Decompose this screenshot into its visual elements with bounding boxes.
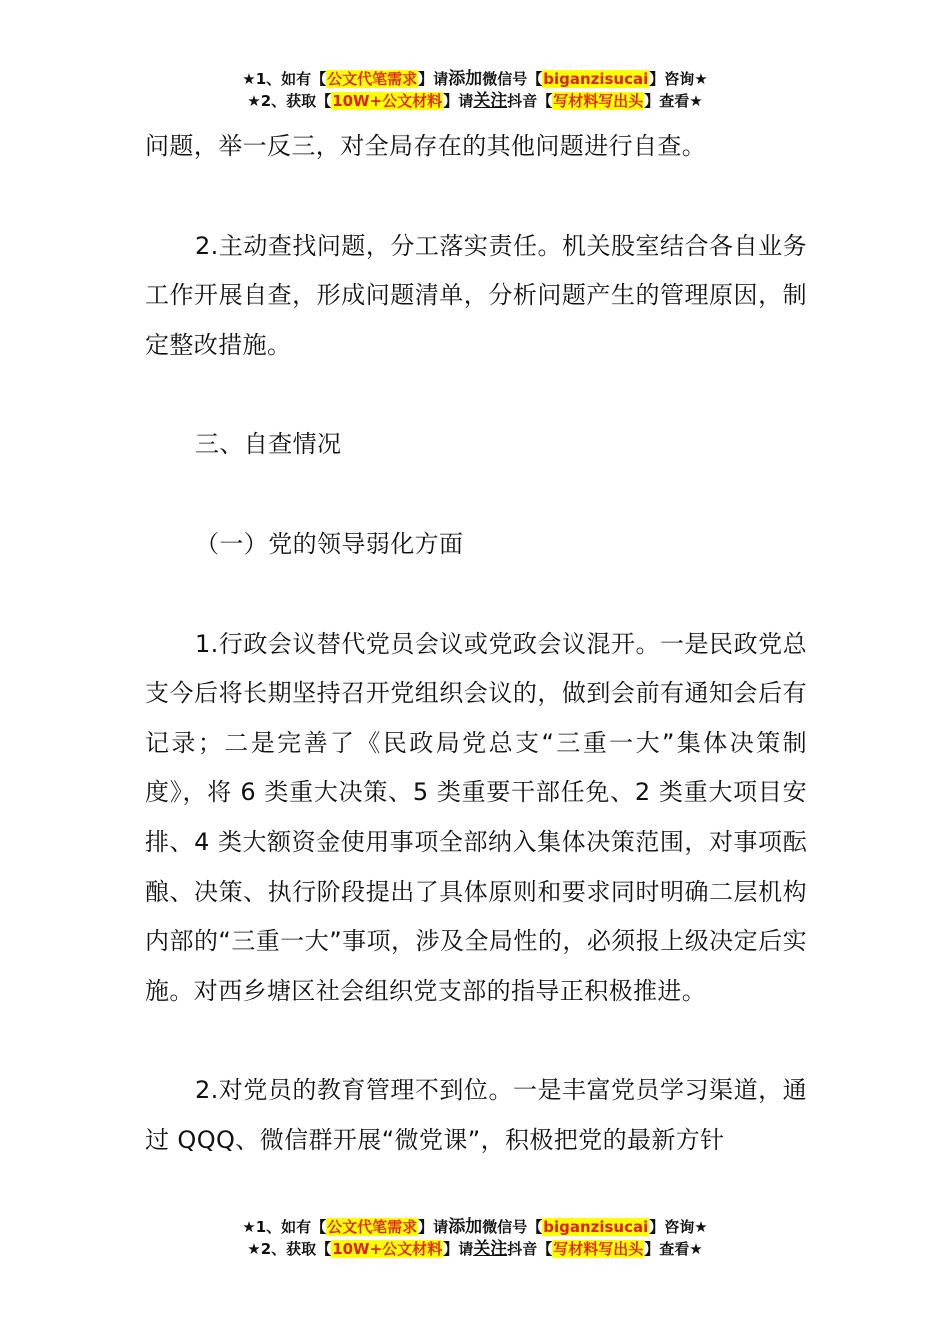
banner-text: 】咨询★ [649, 70, 708, 88]
banner-text: 】请 [443, 1240, 474, 1258]
banner-text: 】请 [418, 70, 449, 88]
banner-text: 】请 [418, 1218, 449, 1236]
banner-text: ★2、获取【 [247, 1240, 332, 1258]
banner-highlight: biganzisucai [543, 70, 649, 88]
banner-highlight: 公文代笔需求 [327, 70, 418, 88]
banner-text: 微信号【 [482, 1218, 543, 1236]
header-banner [0, 68, 950, 112]
section-heading: 三、自查情况 [195, 430, 342, 459]
banner-text: 】查看★ [644, 92, 703, 110]
paragraph-find-problems: 2.主动查找问题，分工落实责任。机关股室结合各自业务工作开展自查，形成问题清单，分析问题产生的管理原因，制定整改措施。 [145, 231, 807, 359]
banner-line-2 [0, 1238, 950, 1260]
banner-highlight: 10W+公文材料 [332, 92, 443, 110]
banner-text: 微信号【 [482, 70, 543, 88]
banner-line-1 [0, 68, 950, 90]
paragraph-gap [145, 1016, 807, 1066]
paragraph-admin-meetings: 1.行政会议替代党员会议或党政会议混开。一是民政党总支今后将长期坚持召开党组织会议的，做到会前有通知会后有记录；二是完善了《民政局党总支“三重一大”集体决策制度》，将 6 类重大决策、5 类重要干部任免、2 类重大项目安排、4 类大额资金使用事项全部纳入集体决策范围，对事项酝酿、决策、执行阶段提出了具体原则和要求同时明确二层机构内部的“三重一大”事项，涉及全局性的，必须报上级决定后实施。对西乡塘区社会组织党支部的指导正积极推进。 [145, 629, 807, 1005]
subsection-heading: （一）党的领导弱化方面 [195, 529, 464, 558]
paragraph-gap [145, 570, 807, 620]
banner-text: 】咨询★ [649, 1218, 708, 1236]
banner-text: 】查看★ [644, 1240, 703, 1258]
banner-highlight: 写材料写出头 [553, 92, 644, 110]
banner-emphasis: 添加 [448, 1217, 483, 1237]
banner-highlight: 写材料写出头 [553, 1240, 644, 1258]
paragraph-gap [145, 370, 807, 420]
banner-highlight: 公文代笔需求 [327, 1218, 418, 1236]
banner-text: 抖音【 [507, 1240, 553, 1258]
banner-highlight: biganzisucai [543, 1218, 649, 1236]
banner-text: 抖音【 [507, 92, 553, 110]
paragraph-gap [145, 470, 807, 520]
banner-text: ★1、如有【 [242, 1218, 327, 1236]
paragraph-party-education: 2.对党员的教育管理不到位。一是丰富党员学习渠道，通过 QQQ、微信群开展“微党课”，积极把党的最新方针 [145, 1076, 807, 1154]
banner-emphasis: 关注 [473, 1239, 508, 1259]
banner-text: ★2、获取【 [247, 92, 332, 110]
paragraph-gap [145, 172, 807, 222]
banner-highlight: 10W+公文材料 [332, 1240, 443, 1258]
banner-line-1 [0, 1216, 950, 1238]
footer-banner [0, 1216, 950, 1260]
banner-text: ★1、如有【 [242, 70, 327, 88]
banner-emphasis: 添加 [448, 69, 483, 89]
paragraph-continued: 问题，举一反三，对全局存在的其他问题进行自查。 [145, 132, 707, 160]
banner-text: 】请 [443, 92, 474, 110]
banner-emphasis: 关注 [473, 91, 508, 111]
banner-line-2 [0, 90, 950, 112]
document-body [145, 122, 807, 1166]
